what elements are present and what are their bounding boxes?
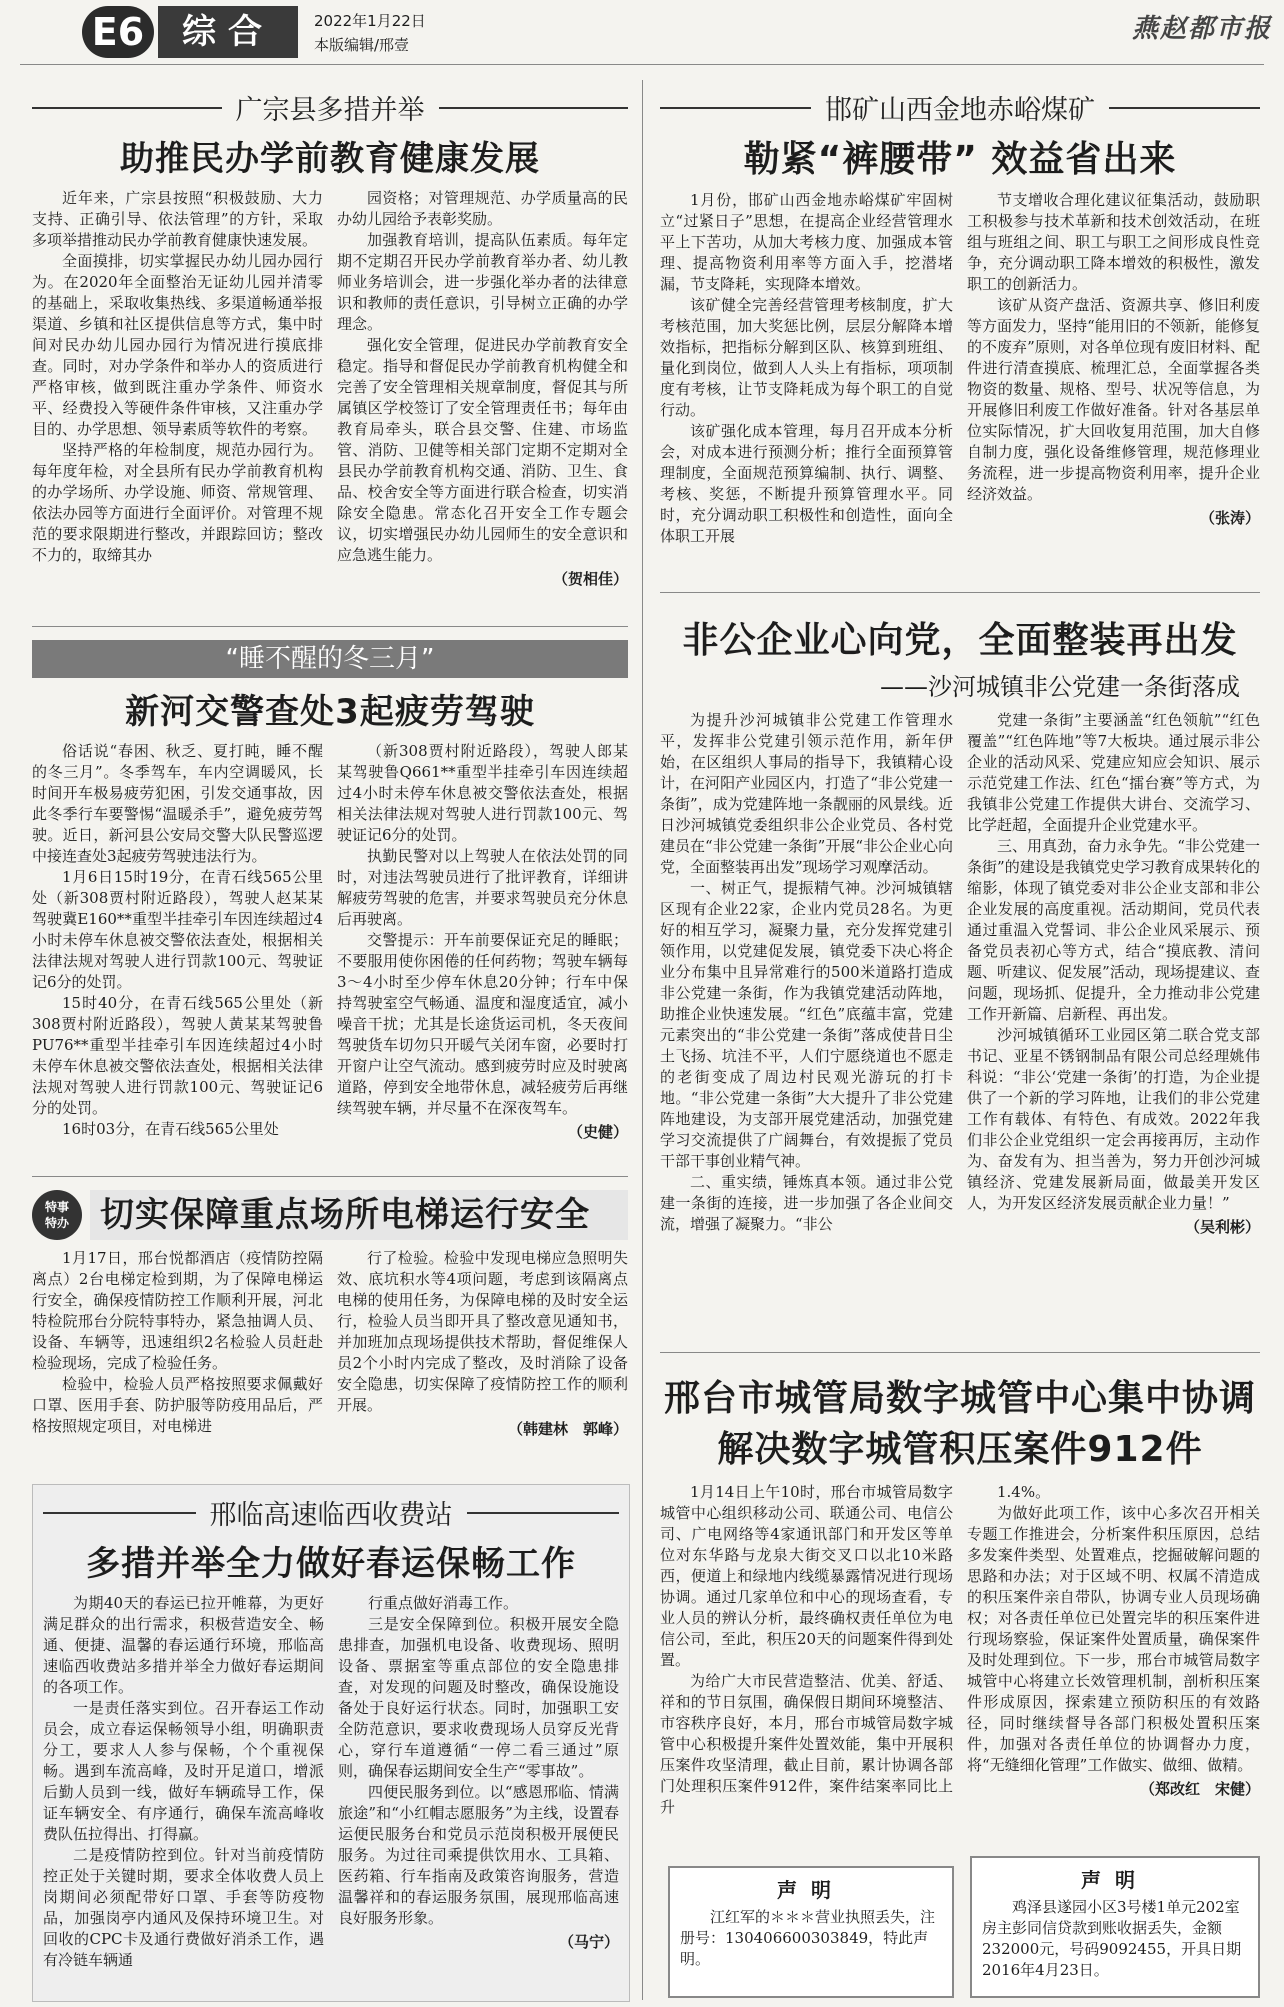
badge-text: 特办 xyxy=(44,1216,69,1230)
paragraph: 四便民服务到位。以“感恩邢临、情满旅途”和“小红帽志愿服务”为主线，设置春运便民服务台和党员示范岗积极开展便民服务。为过往司乘提供饮用水、工具箱、医药箱、行车指南及政策咨询服务，营造温馨祥和的春运服务氛围，展现邢临高速良好服务形象。 xyxy=(338,1783,619,1927)
article-byline: （郑改红 宋健） xyxy=(1139,1780,1260,1798)
article-banner: “睡不醒的冬三月” xyxy=(32,640,628,678)
article-headline: 助推民办学前教育健康发展 xyxy=(120,139,540,179)
article-byline: （张涛） xyxy=(1199,509,1260,527)
paragraph: 1.4%。 xyxy=(997,1483,1051,1501)
article-column xyxy=(660,1482,953,1818)
article-headline: 多措并举全力做好春运保畅工作 xyxy=(86,1544,576,1584)
article-kicker: 邢临高速临西收费站 xyxy=(43,1493,619,1532)
article-column xyxy=(660,190,953,547)
paragraph: 该矿强化成本管理，每月召开成本分析会，对成本进行预测分析；推行全面预算管理制度，全面规范预算编制、执行、调整、考核、奖惩，不断提升预算管理水平。同时，充分调动职工积极性和创造性，面向全体职工开展 xyxy=(660,422,953,545)
paragraph: 沙河城镇循环工业园区第二联合党支部书记、亚星不锈钢制品有限公司总经理姚伟科说：“非公‘党建一条街’的打造，为企业提供了一个新的学习阵地，让我们的非公党建工作有载体、有特色、有成效。2022年我们非公企业党组织一定会再接再厉，主动作为、奋发有为、担当善为，努力开创沙河城镇经济、党建发展新局面，做最美开发区人，为开发区经济发展贡献企业力量！” xyxy=(967,1026,1260,1212)
notice-title: 声明 xyxy=(1081,1868,1149,1892)
masthead xyxy=(0,0,1284,62)
article-subtitle: ——沙河城镇非公党建一条街落成 xyxy=(880,673,1240,701)
headline-line: 邢台市城管局数字城管中心集中协调 xyxy=(663,1378,1256,1419)
article-kicker: 邯矿山西金地赤峪煤矿 xyxy=(660,88,1260,127)
article-divider xyxy=(660,592,1260,593)
paragraph: 为给广大市民营造整洁、优美、舒适、祥和的节日氛围，确保假日期间环境整洁、市容秩序良好，本月，邢台市城管局数字城管中心积极提升案件处置效能，集中开展积压案件攻坚清理，截止目前，累计协调各部门处理积压案件912件，案件结案率同比上升 xyxy=(660,1672,953,1816)
paragraph: 15时40分，在青石线565公里处（新308贾村附近路段），驾驶人黄某某驾驶鲁PU76**重型半挂牵引车因连续超过4小时未停车休息被交警依法查处，根据相关法律法规对驾驶人进行罚款100元、驾驶证记6分的处罚。 xyxy=(32,994,323,1117)
paragraph: 园资格；对管理规范、办学质量高的民办幼儿园给予表彰奖励。 xyxy=(337,189,628,228)
article-headline: 新河交警查处3起疲劳驾驶 xyxy=(125,692,535,732)
article-headline: 切实保障重点场所电梯运行安全 xyxy=(90,1190,628,1240)
article-xingtai-highway xyxy=(32,1484,630,2002)
paragraph: 交警提示：开车前要保证充足的睡眠；不要服用使你困倦的任何药物；驾驶车辆每3～4小时至少停车休息20分钟；行车中保持驾驶室空气畅通、温度和湿度适宜，减小噪音干扰；尤其是长途货运司机，冬天夜间驾驶货车切勿只开暖气关闭车窗，必要时打开窗户让空气流动。感到疲劳时应及时驶离道路，停到安全地带休息，减轻疲劳后再继续驾驶车辆，并尽量不在深夜驾车。 xyxy=(337,931,628,1117)
paragraph: 节支增收合理化建议征集活动，鼓励职工积极参与技术革新和技术创效活动，在班组与班组之间、职工与职工之间形成良性竞争，充分调动职工降本增效的积极性，激发职工的创新活力。 xyxy=(967,191,1260,293)
paragraph: 行了检验。检验中发现电梯应急照明失效、底坑积水等4项问题，考虑到该隔离点电梯的使用任务，为保障电梯的及时安全运行，检验人员当即开具了整改意见通知书，并加班加点现场提供技术帮助，督促维保人员2个小时内完成了整改，及时消除了设备安全隐患，切实保障了疫情防控工作的顺利开展。 xyxy=(337,1249,628,1414)
notice-title: 声明 xyxy=(777,1878,845,1902)
article-elevator xyxy=(32,1190,628,1439)
notice-text: 鸡泽县遂园小区3号楼1单元202室房主彭同信贷款到账收据丢失，金额232000元，号码9092455，开具日期2016年4月23日。 xyxy=(982,1898,1242,1979)
paragraph: 二是疫情防控到位。针对当前疫情防控正处于关键时期，要求全体收费人员上岗期间必须配带好口罩、手套等防疫物品，加强岗亭内通风及保持环境卫生。对回收的CPC卡及通行费做好消杀工作，遇有冷链车辆通 xyxy=(43,1846,324,1969)
article-byline: （史健） xyxy=(567,1123,628,1141)
article-column xyxy=(967,710,1260,1237)
article-xinhe xyxy=(32,640,628,1142)
masthead-divider xyxy=(20,64,1264,65)
paragraph: 二、重实绩，锤炼真本领。通过非公党建一条街的连接，进一步加强了各企业间交流，增强了凝聚力。“非公 xyxy=(660,1173,953,1233)
paragraph: 近年来，广宗县按照“积极鼓励、大力支持、正确引导、依法管理”的方针，采取多项举措推动民办学前教育健康快速发展。 xyxy=(32,189,323,249)
paragraph: 坚持严格的年检制度，规范办园行为。每年度年检，对全县所有民办学前教育机构的办学场所、办学设施、师资、常规管理、依法办园等方面进行全面评价。对管理不规范的要求限期进行整改，并跟踪回访；整改不力的，取缔其办 xyxy=(32,441,323,564)
article-column xyxy=(32,188,323,589)
paragraph: 一、树正气，提振精气神。沙河城镇辖区现有企业22家，企业内党员28名。为更好的相互学习，凝聚力量，充分发挥党建引领作用，以党建促发展，镇党委下决心将企业分布集中且异常难行的500米道路打造成非公党建一条街，作为我镇党建活动阵地，助推企业快速发展。“红色”底蕴丰富，党建元素突出的“非公党建一条街”落成使昔日尘土飞扬、坑洼不平，人们宁愿绕道也不愿走的老街变成了周边村民观光游玩的打卡地。“非公党建一条街”大大提升了非公党建阵地建设，为支部开展党建活动，加强党建学习交流提供了广阔舞台，有效提振了党员干部干事创业精气神。 xyxy=(660,879,953,1170)
article-headline xyxy=(660,1370,1260,1472)
paragraph: 行重点做好消毒工作。 xyxy=(368,1594,519,1612)
paragraph: 加强教育培训，提高队伍素质。每年定期不定期召开民办学前教育举办者、幼儿教师业务培训会，进一步强化举办者的法律意识和教师的责任意识，引导树立正确的办学理念。 xyxy=(337,231,628,333)
paragraph: 强化安全管理，促进民办学前教育安全稳定。指导和督促民办学前教育机构健全和完善了安全管理相关规章制度，督促其与所属镇区学校签订了安全管理责任书；每年由教育局牵头，联合县交警、住建、市场监管、消防、卫健等相关部门定期不定期对全县民办学前教育机构交通、消防、卫生、食品、校舍安全等方面进行联合检查，切实消除安全隐患。常态化召开安全工作专题会议，切实增强民办幼儿园师生的安全意识和应急逃生能力。 xyxy=(337,336,628,564)
article-byline: （马宁） xyxy=(558,1933,619,1951)
article-column xyxy=(337,188,628,589)
paragraph: 16时03分，在青石线565公里处 xyxy=(62,1120,279,1138)
article-headline: 非公企业心向党，全面整装再出发 xyxy=(682,620,1238,661)
article-column xyxy=(338,1593,619,1971)
paragraph: 党建一条街”主要涵盖“红色领航”“红色覆盖”“红色阵地”等7大板块。通过展示非公企业的活动风采、党建应知应会知识、展示示范党建工作法、红色“擂台赛”等方式，为我镇非公党建工作提供大讲台、交流学习、比学赶超，全面提升企业党建水平。 xyxy=(967,711,1260,834)
notice-text: 江红军的＊＊＊营业执照丢失，注册号：130406600303849，特此声明。 xyxy=(680,1908,936,1968)
page-number: E6 xyxy=(82,6,154,58)
article-column xyxy=(32,741,323,1142)
article-divider xyxy=(660,1352,1260,1353)
paragraph: 俗话说“春困、秋乏、夏打盹，睡不醒的冬三月”。冬季驾车，车内空调暖风，长时间开车极易疲劳犯困，引发交通事故，因此冬季行车要警惕“温暖杀手”，避免疲劳驾驶。近日，新河县公安局交警大队民警巡逻中接连查处3起疲劳驾驶违法行为。 xyxy=(32,742,323,865)
paragraph: 为做好此项工作，该中心多次召开相关专题工作推进会，分析案件积压原因，总结多发案件类型、处置难点，挖掘破解问题的思路和办法；对于区域不明、权属不清造成的积压案件亲自带队，协调专业人员现场确权；对各责任单位已处置完毕的积压案件进行现场察验，保证案件处置质量，确保案件及时处理到位。下一步，邢台市城管局数字城管中心将建立长效管理机制，剖析积压案件形成原因，探索建立预防积压的有效路径，同时继续督导各部门积极处置积压案件，加强对各责任单位的协调督办力度，将“无缝细化管理”工作做实、做细、做精。 xyxy=(967,1504,1260,1774)
paragraph: 1月14日上午10时，邢台市城管局数字城管中心组织移动公司、联通公司、电信公司、广电网络等4家通讯部门和开发区等单位对东华路与龙泉大街交叉口以北10米路西，便道上和绿地内线缆暴露情况进行现场协调。通过几家单位和中心的现场查看，专业人员的辨认分析，最终确权责任单位为电信公司，至此，积压20天的问题案件得到处置。 xyxy=(660,1483,953,1669)
paragraph: 一是责任落实到位。召开春运工作动员会，成立春运保畅领导小组，明确职责分工，要求人人参与保畅，个个重视保畅。遇到车流高峰，及时开足道口，增派后勤人员到一线，做好车辆疏导工作，保证车辆安全、有序通行，确保车流高峰收费队伍拉得出、打得赢。 xyxy=(43,1699,324,1843)
paragraph: 该矿从资产盘活、资源共享、修旧利废等方面发力，坚持“能用旧的不领新，能修复的不废弃”原则，对各单位现有废旧材料、配件进行清查摸底、梳理汇总，全面掌握各类物资的数量、规格、型号、状况等信息，为开展修旧利废工作做好准备。针对各基层单位实际情况，扩大回收复用范围，加大自修自制力度，强化设备维修管理，规范修理业务流程，进一步提高物资利用率，提升企业经济效益。 xyxy=(967,296,1260,503)
paragraph: 为期40天的春运已拉开帷幕，为更好满足群众的出行需求，积极营造安全、畅通、便捷、温馨的春运通行环境，邢临高速临西收费站多措并举全力做好春运期间的各项工作。 xyxy=(43,1594,324,1696)
article-column xyxy=(43,1593,324,1971)
paragraph: 全面摸排，切实掌握民办幼儿园办园行为。在2020年全面整治无证幼儿园并清零的基础上，采取收集热线、多渠道畅通举报渠道、乡镇和社区提供信息等方式，集中时间对民办幼儿园办园行为情况进行摸底排查。同时，对办学条件和举办人的资质进行严格审核，做到既注重办学条件、师资水平、经费投入等硬件条件审核，又注重办学目的、办学思想、领导素质等软件的考察。 xyxy=(32,252,323,438)
article-column xyxy=(337,1248,628,1439)
issue-date: 2022年1月22日 xyxy=(314,12,426,30)
notice-box xyxy=(668,1866,954,1998)
article-column xyxy=(660,710,953,1237)
paragraph: 1月17日，邢台悦都酒店（疫情防控隔离点）2台电梯定检到期，为了保障电梯运行安全，确保疫情防控工作顺利开展，河北特检院邢台分院特事特办，紧急抽调人员、设备、车辆等，迅速组织2名检验人员赶赴检验现场，完成了检验任务。 xyxy=(32,1249,323,1372)
paragraph: 三、用真劲，奋力永争先。“非公党建一条街”的建设是我镇党史学习教育成果转化的缩影，体现了镇党委对非公企业支部和非公企业发展的高度重视。活动期间，党员代表通过重温入党誓词、非公企业风采展示、预备党员表初心等方式，结合“摸底教、清问题、听建议、促发展”活动，现场提建议、查问题，现场抓、促提升，全力推动非公党建工作开新篇、启新程、再出发。 xyxy=(967,837,1260,1023)
article-kicker: 广宗县多措并举 xyxy=(32,88,628,127)
page-editor: 本版编辑/邢壹 xyxy=(314,36,410,54)
column-divider xyxy=(642,80,643,2000)
article-byline: （韩建林 郭峰） xyxy=(507,1420,628,1438)
article-shahe xyxy=(660,608,1260,1237)
article-byline: （贺相佳） xyxy=(552,570,628,588)
section-title: 综合 xyxy=(158,6,298,58)
article-headline: 勒紧“裤腰带” 效益省出来 xyxy=(743,139,1177,180)
paragraph: 为提升沙河城镇非公党建工作管理水平，发挥非公党建引领示范作用，新年伊始，在区组织人事局的指导下，我镇精心设计，在河阳产业园区内，打造了“非公党建一条街”，成为党建阵地一条靓丽的风景线。近日沙河城镇党委组织非公企业党员、各村党建员在“非公党建一条街”开展“非公企业心向党，全面整装再出发”现场学习观摩活动。 xyxy=(660,711,954,876)
paragraph: 执勤民警对以上驾驶人在依法处罚的同时，对违法驾驶员进行了批评教育，详细讲解疲劳驾驶的危害，并要求驾驶员充分休息后再驶离。 xyxy=(337,847,628,928)
article-divider xyxy=(32,626,628,627)
special-badge xyxy=(32,1190,82,1240)
article-chengguan xyxy=(660,1366,1260,1818)
article-handan xyxy=(660,88,1260,547)
special-heading xyxy=(32,1190,628,1240)
badge-text: 特事 xyxy=(44,1200,69,1214)
paragraph: 1月6日15时19分，在青石线565公里处（新308贾村附近路段），驾驶人赵某某驾驶冀E160**重型半挂牵引车因连续超过4小时未停车休息被交警依法查处，根据相关法律法规对驾驶人进行罚款100元、驾驶证记6分的处罚。 xyxy=(32,868,323,991)
article-divider xyxy=(32,1176,628,1177)
paragraph: （新308贾村附近路段），驾驶人郎某某驾驶鲁Q661**重型半挂牵引车因连续超过4小时未停车休息被交警依法查处，根据相关法律法规对驾驶人进行罚款100元、驾驶证记6分的处罚。 xyxy=(337,742,628,844)
paragraph: 该矿健全完善经营管理考核制度，扩大考核范围，加大奖惩比例，层层分解降本增效指标，把指标分解到区队、核算到班组、量化到岗位，做到人人头上有指标，项项制度有考核，让节支降耗成为每个职工的自觉行动。 xyxy=(660,296,953,419)
paragraph: 1月份，邯矿山西金地赤峪煤矿牢固树立“过紧日子”思想，在提高企业经营管理水平上下苦功，从加大考核力度、加强成本管理、提高物资利用率等方面入手，挖潜堵漏，节支降耗，实现降本增效。 xyxy=(660,191,953,293)
newspaper-logo: 燕赵都市报 xyxy=(1131,14,1272,44)
notice-box xyxy=(970,1856,1260,1998)
article-column xyxy=(967,1482,1260,1818)
paragraph: 检验中，检验人员严格按照要求佩戴好口罩、医用手套、防护服等防疫用品后，严格按照规定项目，对电梯进 xyxy=(32,1375,323,1435)
article-guangzong xyxy=(32,88,628,589)
article-column xyxy=(337,741,628,1142)
article-column xyxy=(967,190,1260,547)
paragraph: 三是安全保障到位。积极开展安全隐患排查，加强机电设备、收费现场、照明设备、票据室等重点部位的安全隐患排查，对发现的问题及时整改，确保设施设备处于良好运行状态。同时，加强职工安全防范意识，要求收费现场人员穿反光背心，穿行车道遵循“一停二看三通过”原则，确保春运期间安全生产“零事故”。 xyxy=(338,1615,619,1780)
article-column xyxy=(32,1248,323,1439)
headline-line: 解决数字城管积压案件912件 xyxy=(717,1429,1203,1470)
article-byline: （吴利彬） xyxy=(1184,1218,1260,1236)
